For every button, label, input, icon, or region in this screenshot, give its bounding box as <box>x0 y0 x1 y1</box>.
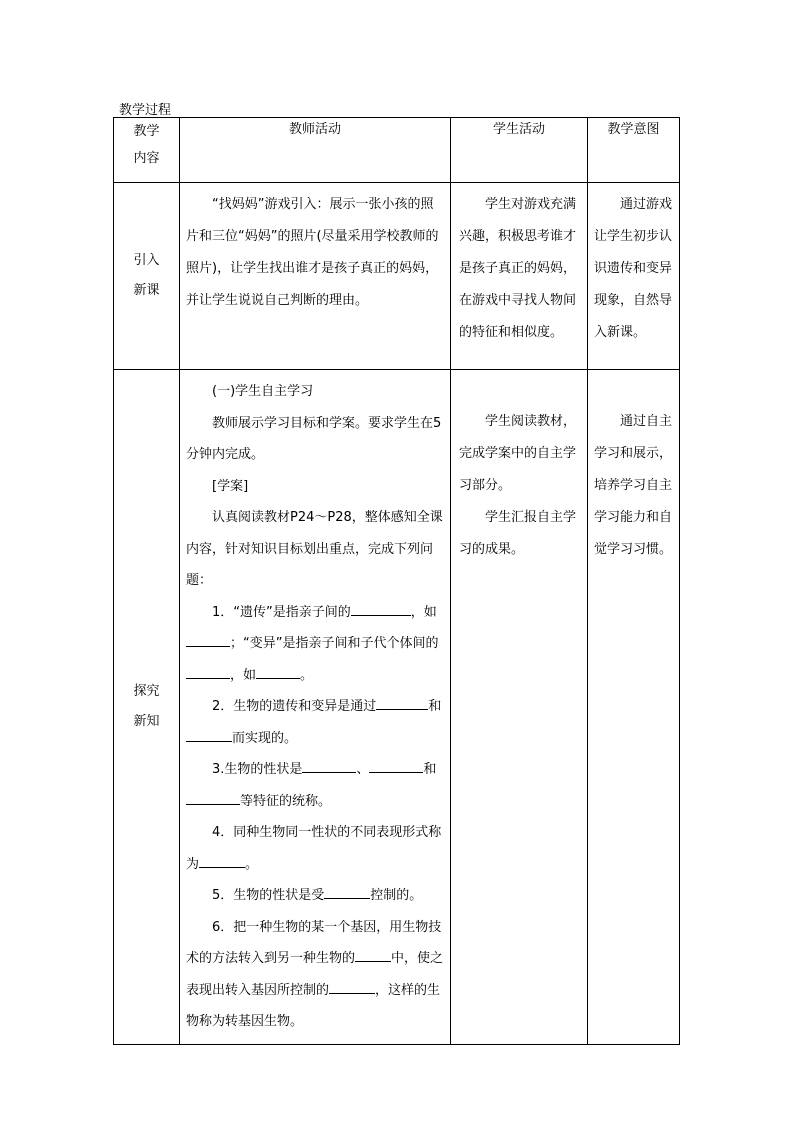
question-5: 5．生物的性状是受 控制的。 <box>186 880 444 912</box>
question-3: 3.生物的性状是 、 和等特征的统称。 <box>186 754 444 817</box>
blank <box>376 695 428 710</box>
blank <box>351 601 411 616</box>
table-row-explore <box>114 370 680 1045</box>
lesson-table <box>113 117 680 1045</box>
blank <box>355 947 391 962</box>
cell-teacher-explore: (一)学生自主学习 教师展示学习目标和学案。要求学生在5分钟内完成。 [学案] 认真阅读教材P24～P28，整体感知全课内容，针对知识目标划出重点，完成下列问题： 1．“遗传”是指亲子间的 ，如；“变异”是指亲子间和子代个体间的，如 。 2．生物的遗传和变异是通过 和而实现的。 3.生物的性状是 、 和等特征的统称。 4．同种生物同一性状的不同表现形式称为 。 5．生物的性状是受 控制的。 6．把一种生物的某一个基因，用生物技术的方法转入到另一种生物的 中，使之表现出转入基因所控制的 ，这样的生物称为转基因生物。 <box>180 370 451 1045</box>
cell-teacher-intro: “找妈妈”游戏引入：展示一张小孩的照片和三位“妈妈”的照片(尽量采用学校教师的照片)，让学生找出谁才是孩子真正的妈妈，并让学生说说自己判断的理由。 <box>180 183 451 370</box>
question-6: 6．把一种生物的某一个基因，用生物技术的方法转入到另一种生物的 中，使之表现出转入基因所控制的 ，这样的生物称为转基因生物。 <box>186 919 444 1029</box>
question-4: 4．同种生物同一性状的不同表现形式称为 。 <box>186 825 442 872</box>
header-intent: 教学意图 <box>588 118 680 183</box>
blank <box>256 664 300 679</box>
blank <box>369 758 423 773</box>
header-content: 教学内容 <box>114 118 180 183</box>
cell-student-explore: 学生阅读教材，完成学案中的自主学习部分。 学生汇报自主学习的成果。 <box>451 370 588 1045</box>
blank <box>186 790 240 805</box>
header-teacher: 教师活动 <box>180 118 451 183</box>
cell-intent-explore: 通过自主学习和展示，培养学习自主学习能力和自觉学习习惯。 <box>588 370 680 1045</box>
section-title: 教学过程 <box>119 103 172 118</box>
blank <box>186 632 230 647</box>
table-row-intro <box>114 183 680 370</box>
cell-student-intro: 学生对游戏充满兴趣，积极思考谁才是孩子真正的妈妈，在游戏中寻找人物间的特征和相似度。 <box>451 183 588 370</box>
blank <box>186 664 230 679</box>
question-2: 2．生物的遗传和变异是通过 和而实现的。 <box>186 691 444 754</box>
blank <box>186 727 232 742</box>
cell-content-explore: 探究新知 <box>114 370 180 1045</box>
question-1: 1．“遗传”是指亲子间的 ，如；“变异”是指亲子间和子代个体间的，如 。 <box>186 597 444 692</box>
blank <box>324 884 370 899</box>
table-header-row <box>114 118 680 183</box>
cell-content-intro: 引入新课 <box>114 183 180 370</box>
blank <box>329 979 375 994</box>
blank <box>199 853 245 868</box>
blank <box>302 758 356 773</box>
label-xuean: [学案] <box>212 478 249 494</box>
heading-self-study: (一)学生自主学习 <box>212 384 314 399</box>
cell-intent-intro: 通过游戏让学生初步认识遗传和变异现象，自然导入新课。 <box>588 183 680 370</box>
header-student: 学生活动 <box>451 118 588 183</box>
